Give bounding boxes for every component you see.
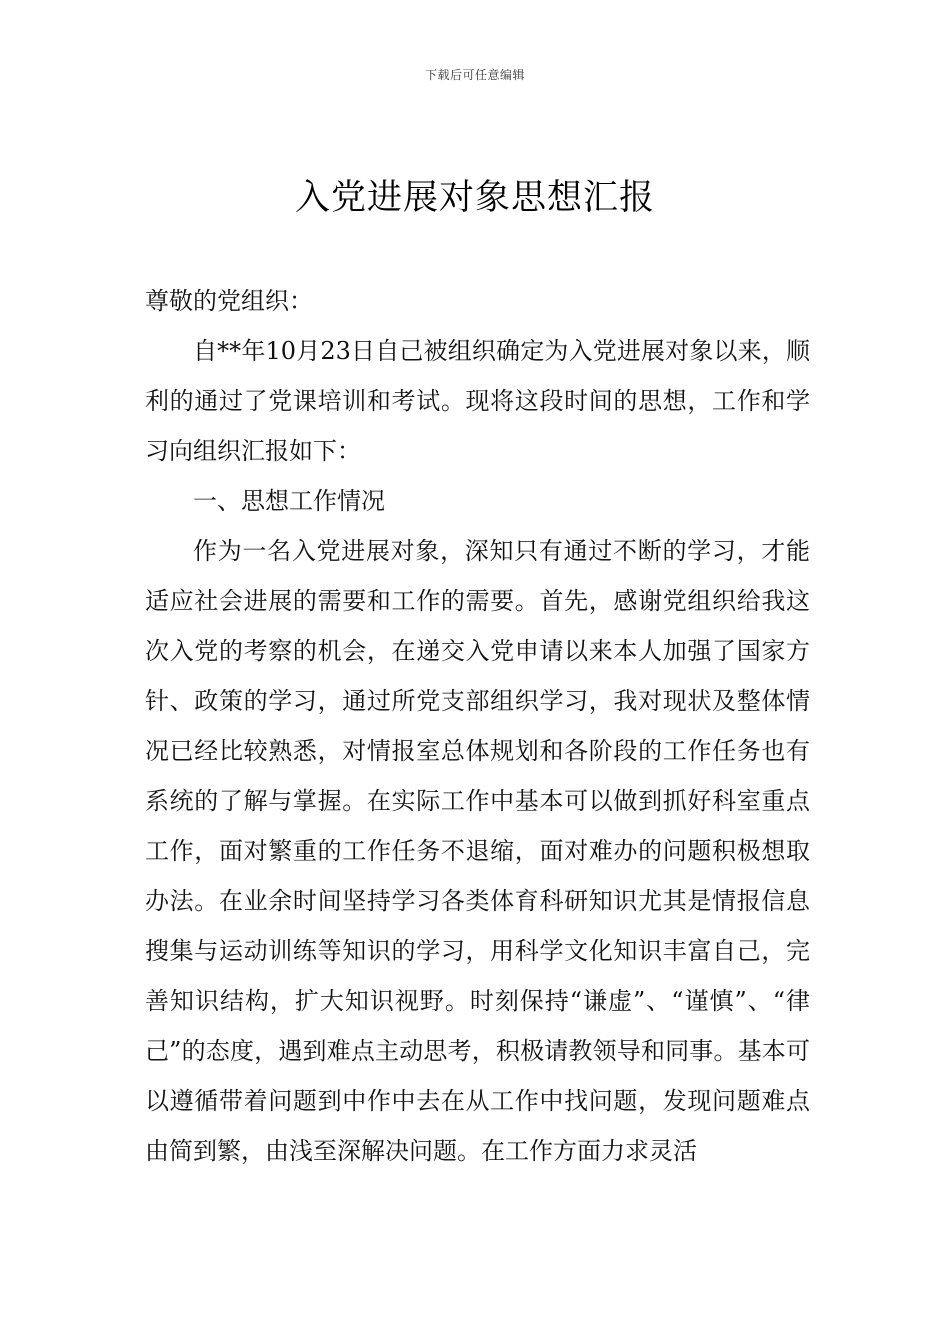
document-title: 入党进展对象思想汇报	[294, 178, 655, 218]
document-body	[145, 276, 810, 1176]
paragraph-thought-work: 作为一名入党进展对象，深知只有通过不断的学习，才能适应社会进展的需要和工作的需要。首先，感谢党组织给我这次入党的考察的机会，在递交入党申请以来本人加强了国家方针、政策的学习，通过所党支部组织学习，我对现状及整体情况已经比较熟悉，对情报室总体规划和各阶段的工作任务也有系统的了解与掌握。在实际工作中基本可以做到抓好科室重点工作，面对繁重的工作任务不退缩，面对难办的问题积极想取办法。在业余时间坚持学习各类体育科研知识尤其是情报信息搜集与运动训练等知识的学习，用科学文化知识丰富自己，完善知识结构，扩大知识视野。时刻保持“谦虚”、“谨慎”、“律己”的态度，遇到难点主动思考，积极请教领导和同事。基本可以遵循带着问题到中作中去在从工作中找问题，发现问题难点由简到繁，由浅至深解决问题。在工作方面力求灵活	[145, 537, 810, 1165]
salutation: 尊敬的党组织：	[145, 287, 313, 315]
paragraph-intro: 自**年10月23日自己被组织确定为入党进展对象以来，顺利的通过了党课培训和考试。现将这段时间的思想，工作和学习向组织汇报如下：	[145, 337, 810, 465]
section-heading: 一、思想工作情况	[193, 487, 385, 515]
header-note: 下载后可任意编辑	[424, 68, 525, 82]
